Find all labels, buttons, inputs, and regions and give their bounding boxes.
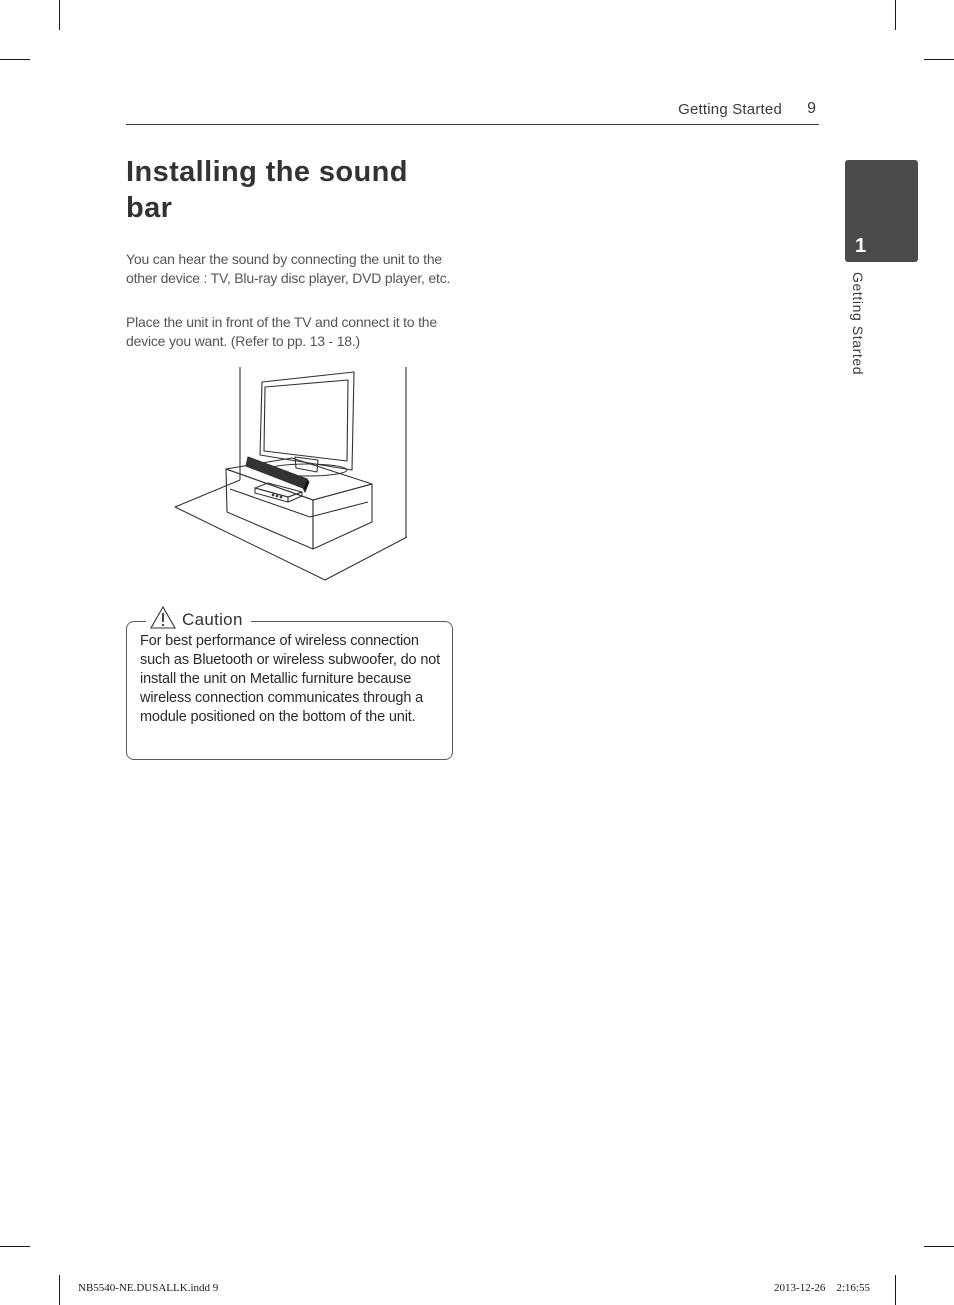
page-number: 9 — [807, 100, 816, 117]
crop-mark-bottom-right-h — [924, 1246, 954, 1247]
running-header — [126, 100, 819, 125]
chapter-tab — [845, 160, 918, 262]
slug-filename: NB5540-NE.DUSALLK.indd 9 — [78, 1282, 219, 1294]
crop-mark-top-right-h — [924, 59, 954, 60]
crop-mark-bottom-left-h — [0, 1246, 30, 1247]
chapter-number: 1 — [855, 235, 867, 257]
caution-label: Caution — [182, 610, 243, 629]
slug-datetime: 2013-12-26 2:16:55 — [774, 1282, 870, 1294]
crop-mark-top-right — [895, 0, 896, 30]
crop-mark-bottom-right — [895, 1275, 896, 1305]
warning-triangle-icon — [150, 606, 176, 634]
crop-mark-top-left-h — [0, 59, 30, 60]
crop-mark-top-left — [59, 0, 60, 30]
tv-sound-bar-illustration — [170, 362, 415, 589]
caution-text: For best performance of wireless connection such as Bluetooth or wireless subwoofer, do not install the unit on Metallic furniture because wireless connection communicates through a module positioned on the bottom of the unit. — [140, 633, 441, 725]
page-title: Installing the sound bar — [126, 156, 408, 224]
intro-paragraph: You can hear the sound by connecting the unit to the other device : TV, Blu-ray disc player, DVD player, etc. — [126, 251, 451, 286]
caution-heading — [146, 606, 251, 634]
chapter-side-label: Getting Started — [850, 272, 866, 376]
crop-mark-bottom-left — [59, 1275, 60, 1305]
header-section-title: Getting Started — [678, 101, 782, 118]
placement-paragraph: Place the unit in front of the TV and connect it to the device you want. (Refer to pp. 13 - 18.) — [126, 314, 437, 349]
